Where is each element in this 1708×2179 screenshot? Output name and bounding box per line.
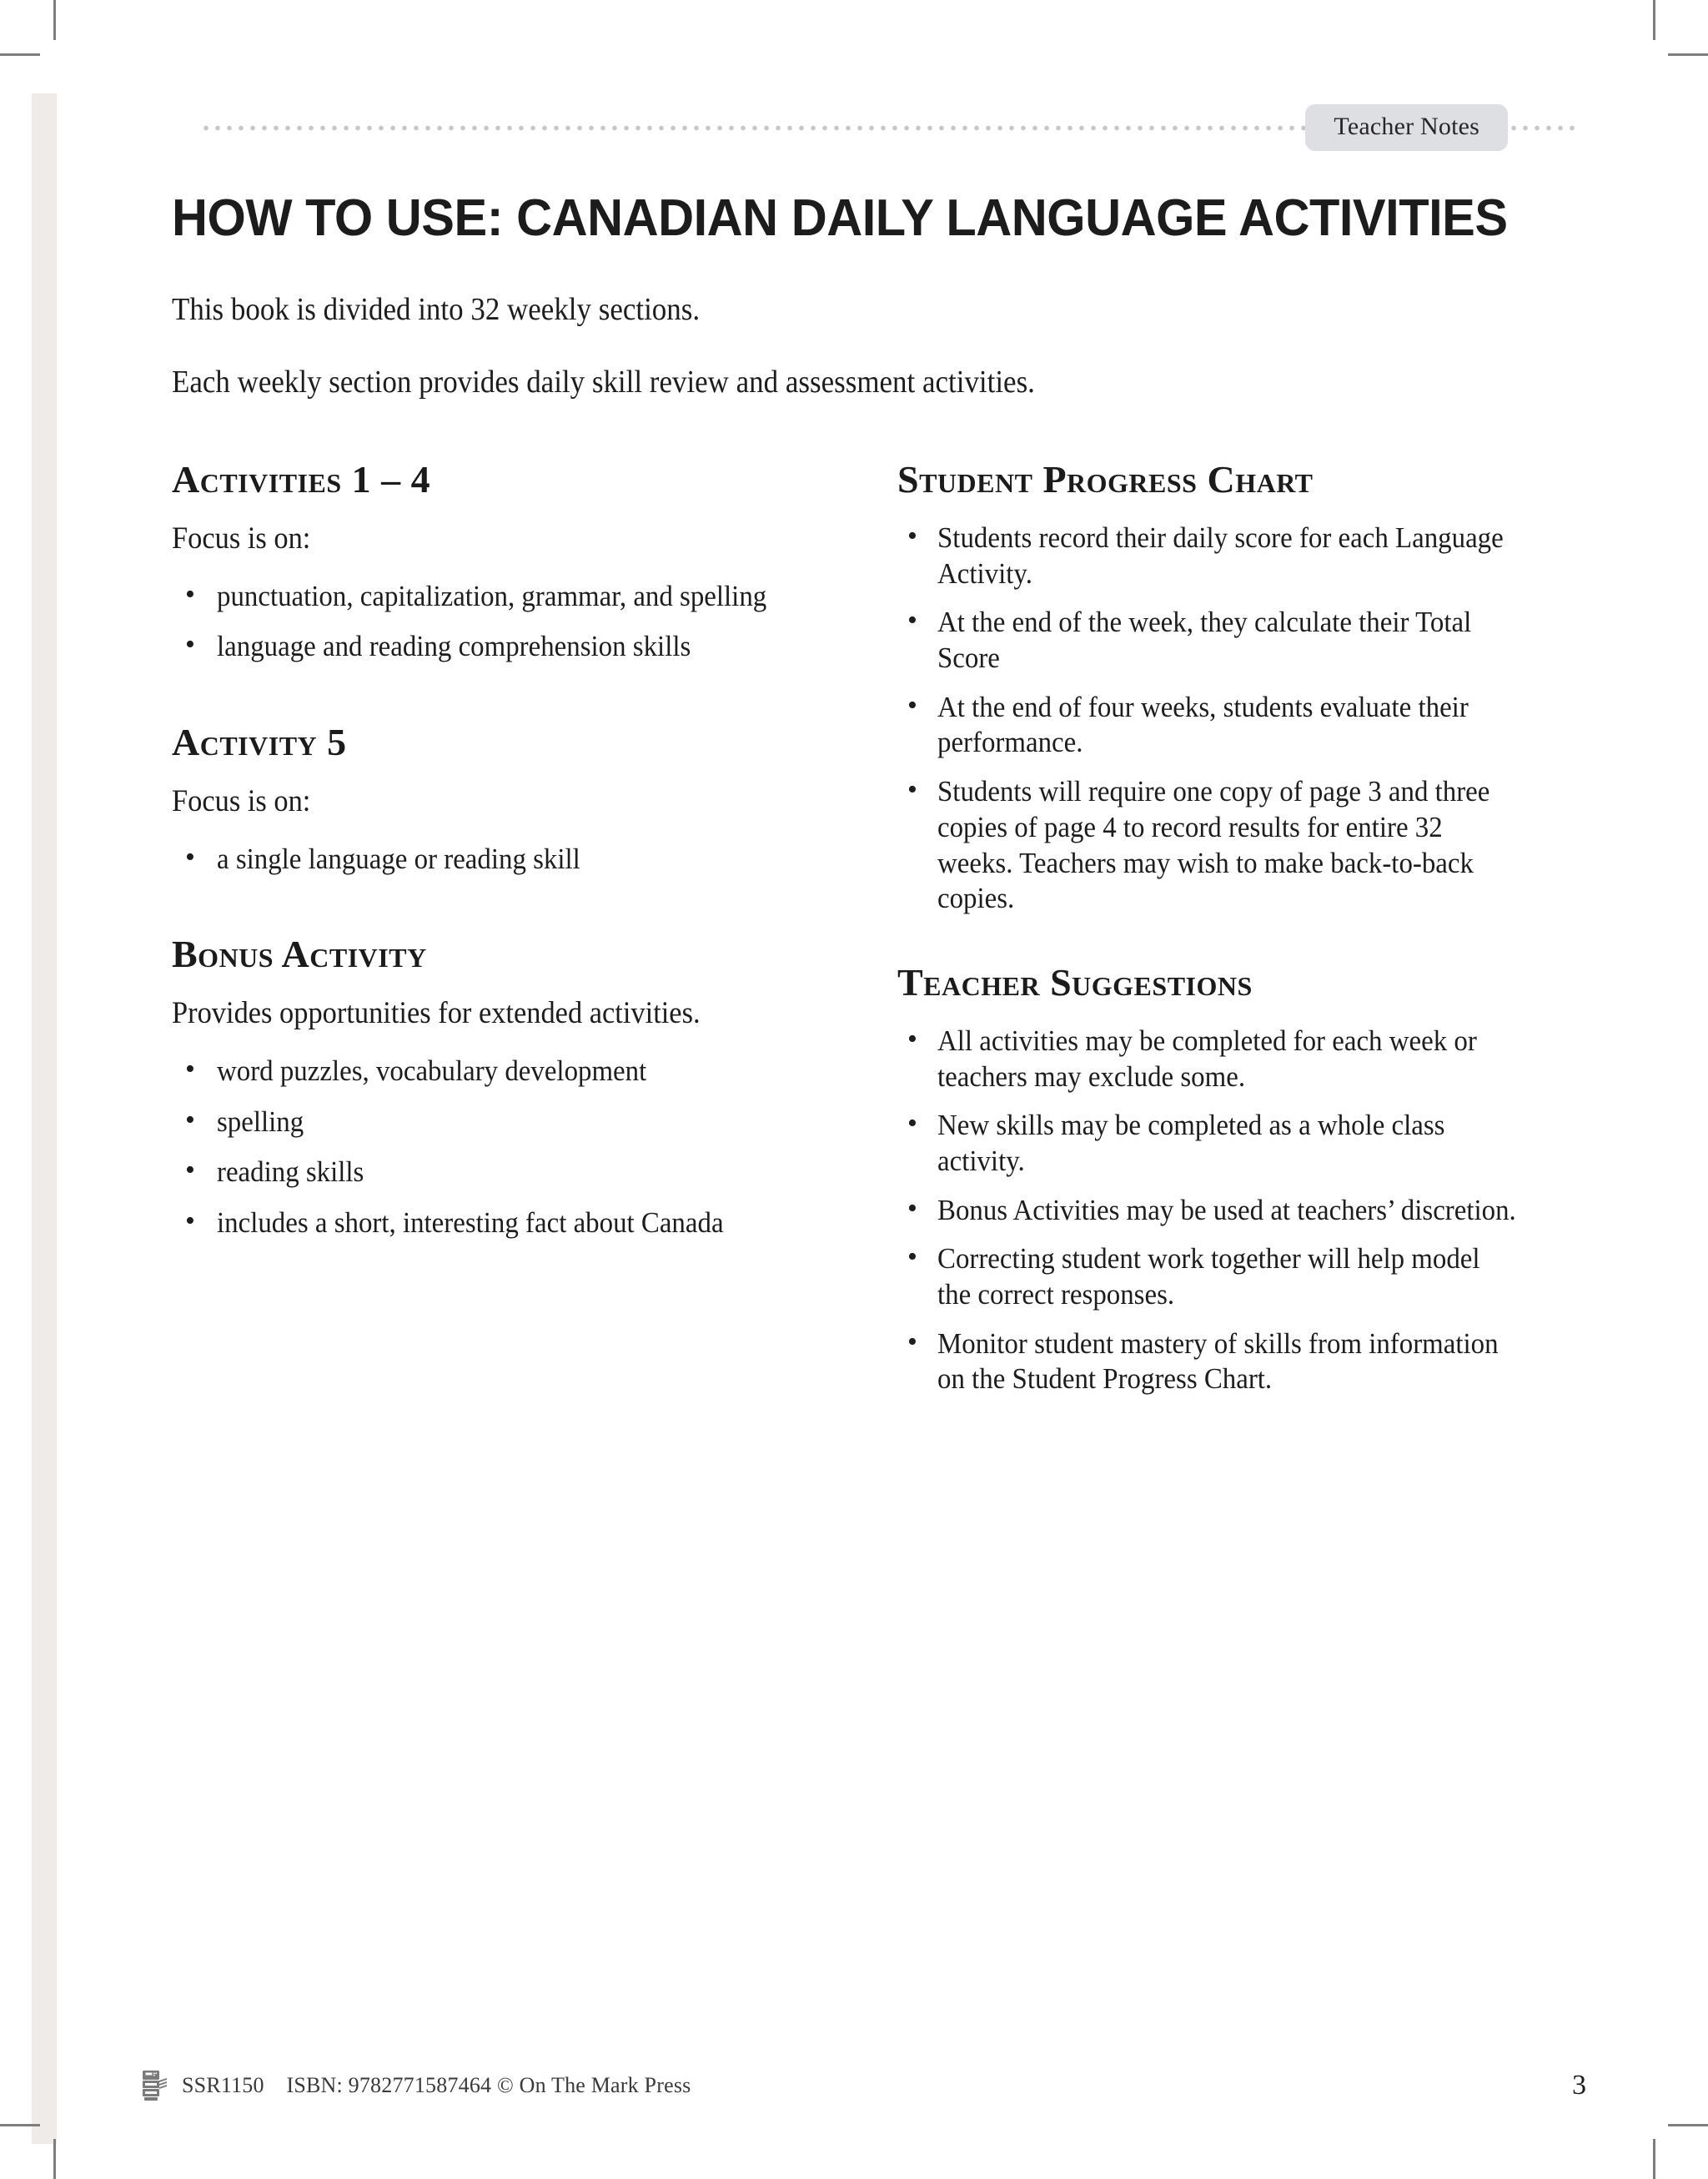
page-footer [140, 2061, 1591, 2111]
crop-mark-top-right-vertical [1653, 0, 1655, 40]
list-item [897, 1241, 1556, 1312]
section-tab-teacher-notes: Teacher Notes [1305, 104, 1508, 151]
list-item-text: • Students record their daily score for each Language Activity. [937, 521, 1504, 590]
crop-mark-top-left-horizontal [0, 53, 40, 56]
list-item [172, 629, 872, 665]
list-item [897, 1326, 1556, 1397]
heading-teacher-suggestions: Teacher Suggestions [897, 960, 1253, 1004]
list-item [897, 1024, 1556, 1095]
bullet-list-activities-1-4 [172, 579, 872, 665]
list-item-text: • a single language or reading skill [217, 842, 580, 875]
section-spacer [172, 892, 872, 935]
binding-edge-strip [32, 93, 57, 2144]
heading-activity-5: Activity 5 [172, 721, 347, 764]
list-item-text: • word puzzles, vocabulary development [217, 1054, 647, 1088]
list-item-text: • Correcting student work together will help model the correct responses. [937, 1242, 1480, 1311]
page-number: 3 [1572, 2070, 1586, 2101]
list-item-text: • Students will require one copy of page 3 and three copies of page 4 to record results for entire 32 weeks. Teachers may wish to make back-to-back copies. [937, 775, 1490, 915]
section-spacer [897, 930, 1556, 964]
bullet-list-student-progress-chart [897, 521, 1556, 917]
bullet-list-activity-5 [172, 842, 872, 878]
page-title: HOW TO USE: CANADIAN DAILY LANGUAGE ACTIVITIES [172, 189, 1508, 247]
heading-activities-1-4: Activities 1 – 4 [172, 458, 431, 501]
bullet-list-teacher-suggestions [897, 1024, 1556, 1397]
crop-mark-bottom-left-horizontal [0, 2124, 40, 2126]
list-item-text: • Monitor student mastery of skills from information on the Student Progress Chart. [937, 1326, 1499, 1396]
list-item-text: • New skills may be completed as a whole class activity. [937, 1109, 1445, 1177]
section-teacher-suggestions [897, 960, 1556, 1397]
section-bonus-activity [172, 935, 872, 1240]
list-item-text: • punctuation, capitalization, grammar, and spelling [217, 579, 767, 612]
list-item-text: • At the end of the week, they calculate their Total Score [937, 606, 1472, 675]
intro-block [172, 292, 1473, 438]
list-item [897, 1108, 1556, 1179]
list-item [172, 1155, 872, 1190]
photocopier-icon [140, 2069, 168, 2102]
bullet-list-bonus-activity [172, 1054, 872, 1241]
list-item-text: • At the end of four weeks, students evaluate their performance. [937, 690, 1469, 759]
right-column [897, 460, 1556, 1411]
list-item-text: • includes a short, interesting fact about Canada [217, 1206, 724, 1240]
list-item [897, 1193, 1556, 1229]
lead-bonus-activity: Provides opportunities for extended activities. [172, 996, 701, 1031]
list-item [172, 579, 872, 615]
list-item [897, 605, 1556, 676]
section-activities-1-4 [172, 460, 872, 665]
list-item [172, 1054, 872, 1090]
two-column-body [172, 460, 1590, 1411]
section-spacer [172, 680, 872, 723]
lead-activities-1-4: Focus is on: [172, 521, 311, 556]
list-item-text: • language and reading comprehension skills [217, 630, 691, 663]
list-item [172, 842, 872, 878]
crop-mark-bottom-left-vertical [53, 2139, 56, 2179]
section-activity-5 [172, 723, 872, 877]
list-item [172, 1105, 872, 1140]
list-item-text: • reading skills [217, 1155, 364, 1189]
dotted-rule-left [200, 125, 1305, 131]
list-item [897, 690, 1556, 761]
intro-paragraph-2: Each weekly section provides daily skill review and assessment activities. [172, 365, 1035, 400]
list-item-text: • spelling [217, 1105, 304, 1138]
list-item [172, 1205, 872, 1241]
crop-mark-bottom-right-horizontal [1668, 2124, 1708, 2126]
list-item-text: • Bonus Activities may be used at teachers’ discretion. [937, 1193, 1516, 1226]
lead-activity-5: Focus is on: [172, 784, 311, 819]
list-item [897, 774, 1556, 917]
page-header [200, 100, 1578, 155]
crop-mark-top-left-vertical [53, 0, 56, 40]
heading-bonus-activity: Bonus Activity [172, 933, 427, 976]
heading-student-progress-chart: Student Progress Chart [897, 458, 1314, 501]
crop-mark-top-right-horizontal [1668, 53, 1708, 56]
left-column [172, 460, 872, 1411]
intro-paragraph-1: This book is divided into 32 weekly sections. [172, 292, 701, 327]
crop-mark-bottom-right-vertical [1653, 2139, 1655, 2179]
dotted-rule-right [1508, 125, 1578, 131]
list-item-text: • All activities may be completed for each week or teachers may exclude some. [937, 1024, 1477, 1093]
footer-imprint-text: SSR1150 ISBN: 9782771587464 © On The Mark Press [182, 2073, 691, 2097]
section-student-progress-chart [897, 460, 1556, 917]
list-item [897, 521, 1556, 591]
